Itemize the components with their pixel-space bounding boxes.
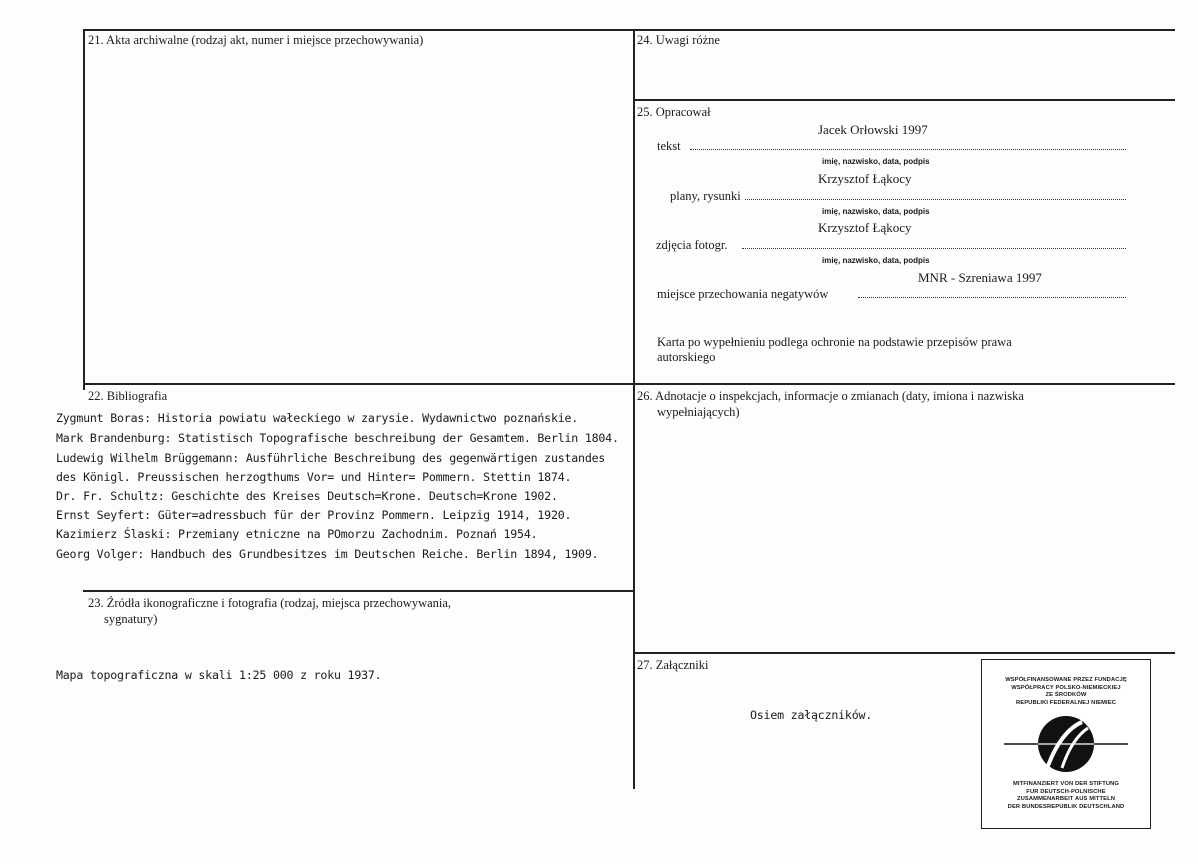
rule-24-25: [633, 99, 1175, 101]
tekst-dotted-line: [690, 149, 1126, 150]
left-border: [83, 29, 85, 390]
section-22-heading: 22. Bibliografia: [88, 389, 168, 403]
top-rule: [83, 29, 1175, 31]
bibliography-entry: des Königl. Preussischen herzogthums Vor= und Hinter= Pommern. Stettin 1874.: [56, 470, 572, 484]
miejsce-dotted-line: [858, 297, 1126, 298]
section-25-heading: 25. Opracował: [637, 105, 711, 119]
plany-value: Krzysztof Łąkocy: [818, 171, 912, 186]
miejsce-label: miejsce przechowania negatywów: [657, 287, 829, 301]
rule-22-23: [83, 590, 635, 592]
rule-26-27: [633, 652, 1175, 654]
bibliography-entry: Ernst Seyfert: Güter=adressbuch für der Provinz Pommern. Leipzig 1914, 1920.: [56, 508, 572, 522]
plany-label: plany, rysunki: [670, 189, 741, 203]
section-23-heading-line2: sygnatury): [104, 612, 158, 626]
mid-rule: [83, 383, 1175, 385]
foundation-emblem-icon: [982, 714, 1150, 774]
zdjecia-dotted-line: [742, 248, 1126, 249]
section-21-heading: 21. Akta archiwalne (rodzaj akt, numer i miejsce przechowywania): [88, 33, 424, 47]
bibliography-entry: Dr. Fr. Schultz: Geschichte des Kreises Deutsch=Krone. Deutsch=Krone 1902.: [56, 489, 558, 503]
foundation-logo: [981, 659, 1151, 829]
section-26-heading-line1: 26. Adnotacje o inspekcjach, informacje o zmianach (daty, imiona i nazwiska: [637, 389, 1024, 403]
copyright-note-line2: autorskiego: [657, 350, 716, 364]
bibliography-entry: Kazimierz Ślaski: Przemiany etniczne na POmorzu Zachodnim. Poznań 1954.: [56, 527, 538, 541]
center-divider: [633, 29, 635, 789]
section-24-heading: 24. Uwagi różne: [637, 33, 720, 47]
bibliography-entry: Zygmunt Boras: Historia powiatu wałeckiego w zarysie. Wydawnictwo poznańskie.: [56, 411, 579, 425]
tekst-value: Jacek Orłowski 1997: [818, 122, 928, 137]
section-26-heading-line2: wypełniających): [657, 405, 740, 419]
section-27-heading: 27. Załączniki: [637, 658, 709, 672]
section-23-heading-line1: 23. Źródła ikonograficzne i fotografia (rodzaj, miejsca przechowywania,: [88, 596, 452, 610]
bibliography-entry: Ludewig Wilhelm Brüggemann: Ausführliche Beschreibung des gegenwärtigen zustandes: [56, 451, 606, 465]
logo-bottom-text: MITFINANZIERT VON DER STIFTUNG FUR DEUTSCH-POLNISCHE ZUSAMMENARBEIT AUS MITTELN DER BUNDESREPUBLIK DEUTSCHLAND: [1007, 781, 1125, 810]
zdjecia-value: Krzysztof Łąkocy: [818, 220, 912, 235]
bibliography-entry: Mark Brandenburg: Statistisch Topografische beschreibung der Gesamtem. Berlin 1804.: [56, 431, 619, 445]
bibliography-entry: Georg Volger: Handbuch des Grundbesitzes im Deutschen Reiche. Berlin 1894, 1909.: [56, 547, 599, 561]
zdjecia-label: zdjęcia fotogr.: [656, 238, 728, 252]
caption-3: imię, nazwisko, data, podpis: [822, 256, 930, 265]
tekst-label: tekst: [657, 139, 681, 153]
miejsce-value: MNR - Szreniawa 1997: [918, 270, 1042, 285]
caption-1: imię, nazwisko, data, podpis: [822, 157, 930, 166]
caption-2: imię, nazwisko, data, podpis: [822, 207, 930, 216]
iconography-entry: Mapa topograficzna w skali 1:25 000 z roku 1937.: [56, 668, 382, 682]
copyright-note-line1: Karta po wypełnieniu podlega ochronie na podstawie przepisów prawa: [657, 335, 1012, 349]
plany-dotted-line: [745, 199, 1126, 200]
attachments-entry: Osiem załączników.: [750, 708, 873, 722]
logo-top-text: WSPÓŁFINANSOWANE PRZEZ FUNDACJĘ WSPÓŁPRACY POLSKO-NIEMIECKIEJ ZE ŚRODKÓW REPUBLIKI FEDERALNEJ NIEMIEC: [1005, 677, 1127, 706]
